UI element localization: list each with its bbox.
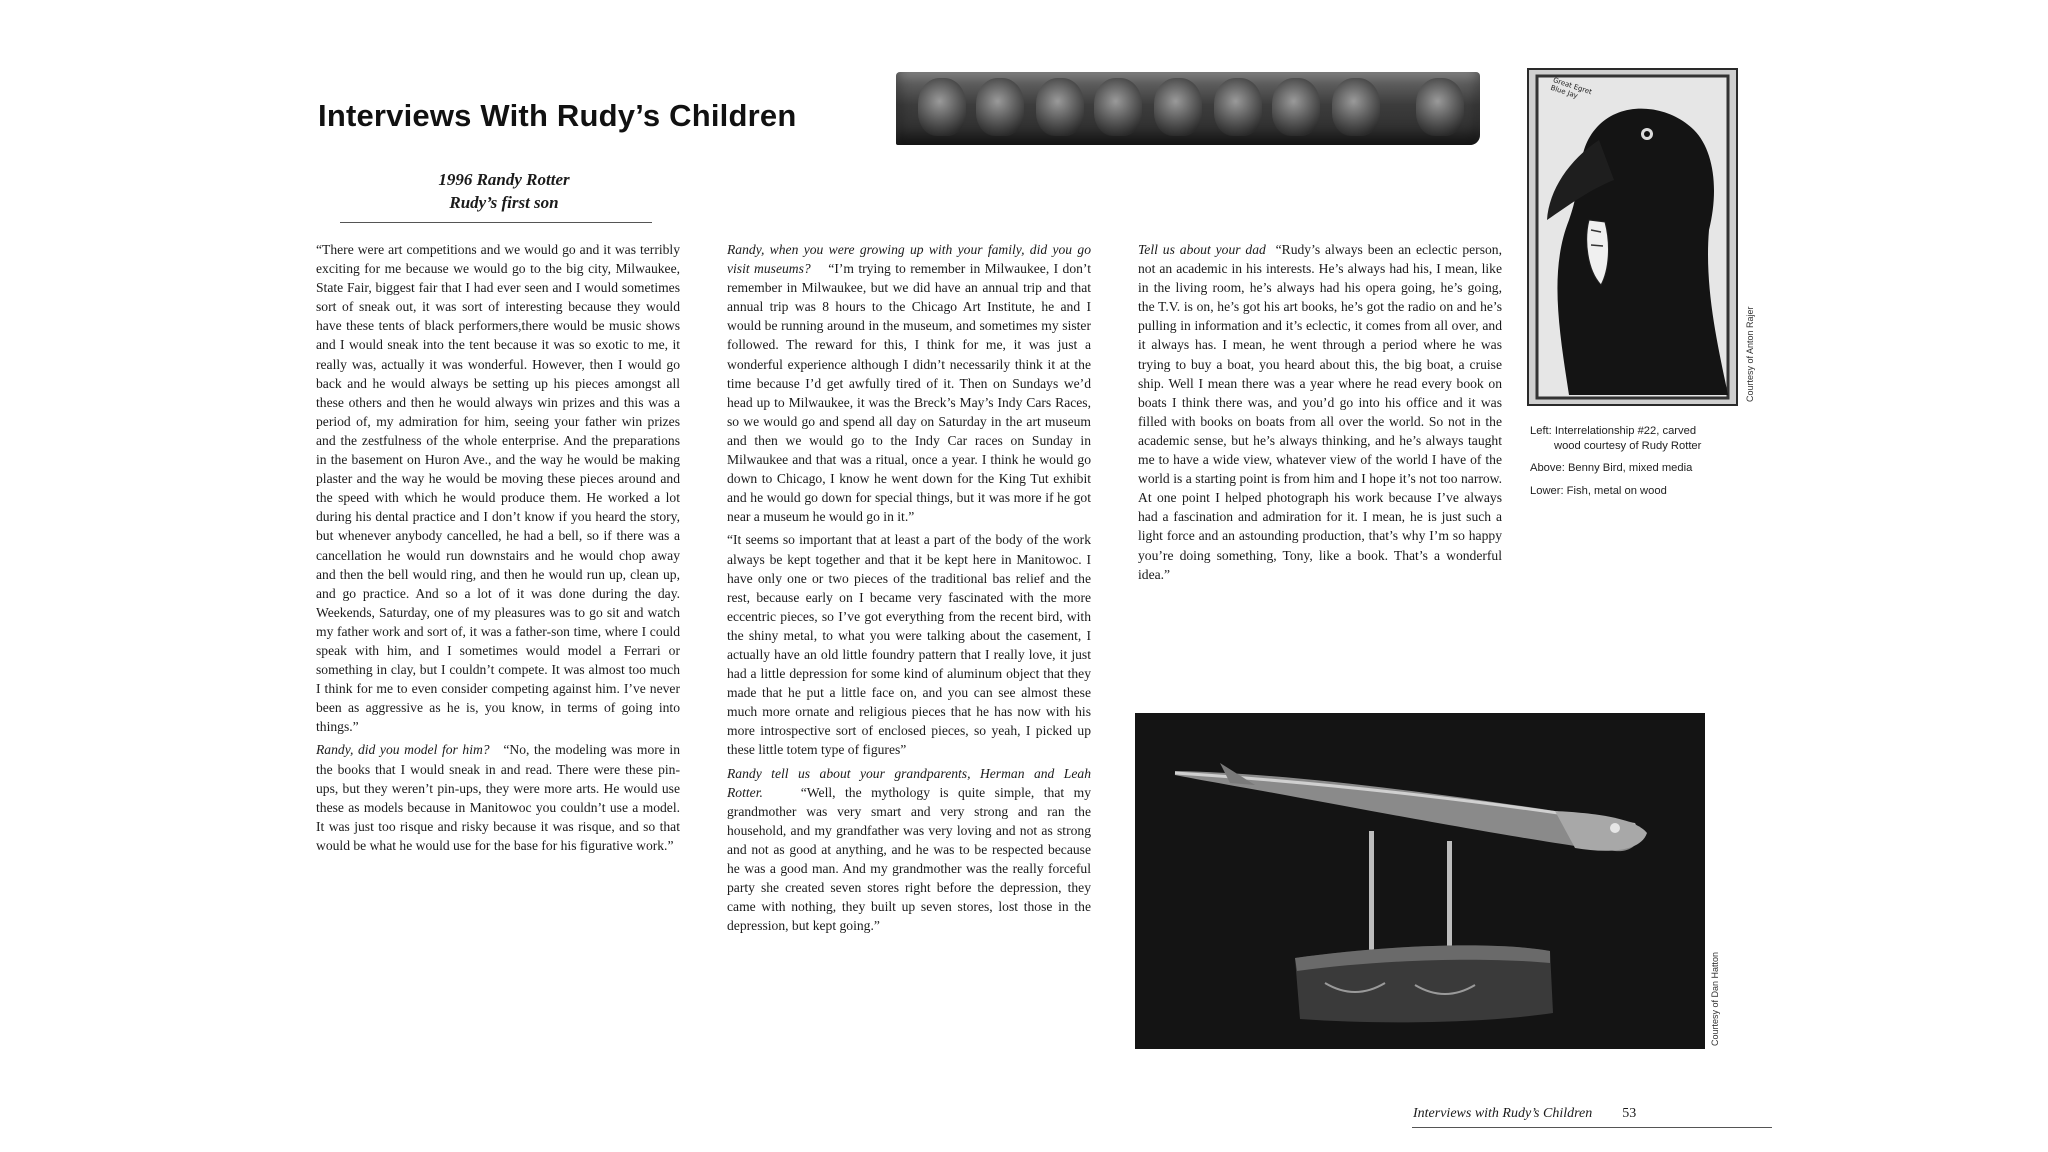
question: Randy, did you model for him? bbox=[316, 742, 490, 758]
byline-name: 1996 Randy Rotter bbox=[438, 170, 570, 189]
fish-credit: Courtesy of Dan Hatton bbox=[1710, 951, 1720, 1046]
paragraph: “It seems so important that at least a part of the body of the work always be kept together and that it be kept here in Manitowoc. I have only one or two pieces of the traditional bas relief and the rest, because early on I became very fascinated with the more eccentric pieces, so I’ve got everything from the recent bird, with the shiny metal, to what you were talking about the casement, I actually have an old little foundry pattern that I really love, it just had a little depression for some kind of aluminum object that they made that he put a little face on, and you can see almost these much more ornate and religious pieces that he has now with his more introspective sort of enclosed pieces, so yeah, I picked up these little totem type of figures” bbox=[727, 532, 1091, 758]
paragraph bbox=[316, 740, 680, 855]
fish-photo bbox=[1135, 713, 1705, 1049]
captions bbox=[1530, 424, 1740, 506]
question: Randy, when you were growing up with your family, did you go visit museums? bbox=[727, 242, 1091, 277]
answer: “Rudy’s always been an eclectic person, not an academic in his interests. He’s always had his, I mean, like in the living room, he’s always had his opera going, he’s going, the T.V. is on, he’s got his art books, he’s got the radio on and he’s pulling in information and it’s eclectic, it comes from all over, and it always has. I mean, he went through a period where he was trying to buy a boat, you heard about this, the big boat, a cruise ship. Well I mean there was a year where he read every book on boats I think there was, and you’d go into his office and it was filled with books on boats from all over the world. So not in the academic sense, but he’s always thinking, and he’s always taught me to have a wide view, whatever view of the world I have of the world is a starting point is from him and I hope it’s not too narrow. At one point I helped photograph his work because I’ve always had a fascination and admiration for it. I mean, he is just such a light force and an astounding production, that’s why I’m so happy you’re doing something, Tony, like a book. That’s a wonderful idea.” bbox=[1138, 242, 1502, 582]
caption-left-credit: wood courtesy of Rudy Rotter bbox=[1554, 439, 1702, 452]
footer-title: Interviews with Rudy’s Children bbox=[1413, 1106, 1593, 1121]
raven-credit: Courtesy of Anton Rajer bbox=[1745, 306, 1755, 402]
relief-faces-image bbox=[896, 72, 1480, 145]
raven-inscription: Great Egret Blue Jay bbox=[1549, 76, 1593, 101]
column-3 bbox=[1138, 240, 1502, 588]
caption-lower: Lower: Fish, metal on wood bbox=[1530, 484, 1667, 497]
question: Tell us about your dad bbox=[1138, 242, 1266, 257]
answer: “Well, the mythology is quite simple, that my grandmother was very smart and very strong and ran the household, and my grandfather was very loving and not as strong and not as good at anything, and he was to be respected because he was a good man. And my grandmother was the really forceful party she created seven stores right before the depression, they came with nothing, they built up seven stores, lost those in the depression, but kept going.” bbox=[727, 784, 1091, 934]
page-title: Interviews With Rudy’s Children bbox=[318, 98, 797, 133]
byline-rule bbox=[340, 222, 652, 223]
footer-rule bbox=[1412, 1127, 1772, 1128]
byline-role: Rudy’s first son bbox=[449, 193, 559, 212]
page-number: 53 bbox=[1622, 1106, 1637, 1121]
raven-photo bbox=[1527, 68, 1738, 406]
paragraph bbox=[727, 764, 1091, 936]
column-1 bbox=[316, 240, 680, 859]
byline bbox=[344, 168, 664, 214]
column-2 bbox=[727, 240, 1091, 939]
paragraph bbox=[727, 240, 1091, 526]
answer: “No, the modeling was more in the books that I would sneak in and read. There were these pin-ups, but they weren’t pin-ups, they were more arts. He would use these as models because in Manitowoc you couldn’t use a model. It was just too risque and risky because it was risque, and so that would be what he would use for the base for his figurative work.” bbox=[316, 742, 680, 853]
paragraph: “There were art competitions and we would go and it was terribly exciting for me because we would go to the big city, Milwaukee, State Fair, biggest fair that I had ever seen and I would sometimes sort of sneak out, it was sort of interesting because they would have these tents of black performers,there would be music shows and I would sneak into the tent because it was so exotic to me, it really was, actually it was wonderful. However, then I would go back and he would always be setting up his pieces amongst all these others and then he would always win prizes and this was a period of, my admiration for him, seeing your father win prizes and the zestfulness of the whole enterprise. And the preparations in the basement on Huron Ave., and the way he would be making plaster and the way he would be moving these pieces around and the speed with which he would produce them. He worked a lot during his dental practice and I don’t know if you heard the story, but whenever anybody cancelled, he had a bell, so if there was a cancellation he would run downstairs and he would chop away and then the bell would ring, and then he would run up, clean up, and go practice. And so a lot of it was done during the day. Weekends, Saturday, one of my pleasures was to go sit and watch my father work and sort of, it was a father-son time, where I could speak with him, and I sometimes would model a Ferrari or something in clay, but I couldn’t compete. It was almost too much I think for me to even consider competing against him. I’ve never been as aggressive as he is, you know, in terms of going into things.” bbox=[316, 242, 680, 735]
caption-above: Above: Benny Bird, mixed media bbox=[1530, 462, 1693, 474]
paragraph bbox=[1138, 240, 1502, 584]
fish-sculpture-illustration bbox=[1135, 713, 1705, 1049]
question: Randy tell us about your grandparents, Herman and Leah Rotter. bbox=[727, 765, 1091, 800]
caption-left: Left: Interrelationship #22, carved bbox=[1530, 425, 1697, 437]
page-footer bbox=[1413, 1106, 1636, 1122]
answer: “I’m trying to remember in Milwaukee, I don’t remember in Milwaukee, but we did have an annual trip and that annual trip was 8 hours to the Chicago Art Institute, he and I would be running around in the museum, and sometimes my sister followed. The reward for this, I think for me, it was just a wonderful experience although I didn’t necessarily think it at the time because I’d get awfully tired of it. Then on Sundays we’d head up to Milwaukee, it was the Breck’s May’s Indy Cars Races, so we would go and spend all day on Saturday in the art museum and then we would go to the Indy Car races on Sunday in Milwaukee and that was a ritual, once a year. I think he would go down to Chicago, I know he went down for the King Tut exhibit and he would go down for special things, but it was more if he got near a museum he would go in it.” bbox=[727, 261, 1091, 525]
raven-illustration bbox=[1529, 70, 1736, 404]
